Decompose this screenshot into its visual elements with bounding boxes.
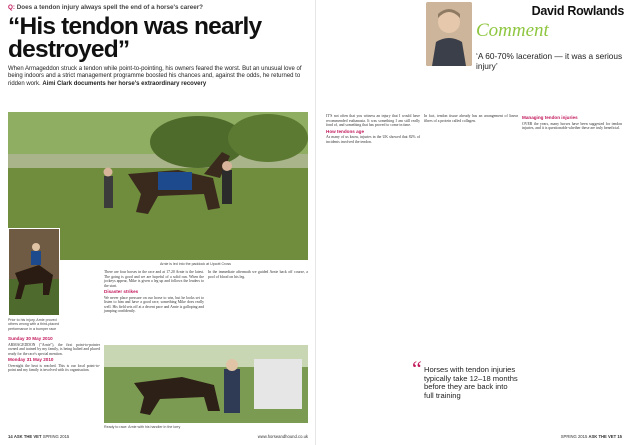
question-prefix: Q: <box>8 4 15 11</box>
byline: Aimi Clark documents her horse's extraordinary recovery <box>42 80 207 87</box>
comment-col1-text: IT'S not often that you witness an injury that I would have recommended euthanasia. It was something I am still really fond of, and something that has proved to come in time. <box>326 114 420 128</box>
website-link[interactable]: www.horseandhound.co.uk <box>257 434 308 439</box>
right-magazine-name: ASK THE VET <box>588 434 617 439</box>
left-page-number: 14 <box>8 434 13 439</box>
left-issue: SPRING 2015 <box>42 434 70 439</box>
article-headline: “His tendon was nearly destroyed” <box>8 13 262 63</box>
right-footer <box>324 434 622 442</box>
standfirst <box>8 66 308 88</box>
article-column-2 <box>104 270 204 314</box>
question-text: Does a tendon injury always spell the end of a horse's career? <box>16 4 204 11</box>
inset-caption: Prior to his injury, Arnie proved others wrong with a third-placed performance in a bumper race <box>8 318 59 331</box>
col2-text: There are four horses in the race and at 17.20 Arnie is the latest. The going is good and we are hopeful of a solid run. When the jockeys appear, Mike is given a leg up and follows the leaders to the start. <box>104 270 204 288</box>
standfirst-text: When Armageddon struck a tendon while point-to-pointing, his owners feared the worst. But an unusual love of being indoors and a strict management programme boosted his chances and, against the odds, he returned to ridden work. <box>8 66 302 87</box>
col1-text-2: Overnight the heat is reached. This is our local point-to-point and my family is involved with its organisation. <box>8 363 100 373</box>
col2-text-2: We never place pressure on our horse to win, but he looks set to listen to him and have a good race, something Mike does really well. His field sets off at a decent pace and Arnie is galloping and jumping confidently. <box>104 295 204 314</box>
lorry-photo <box>104 345 308 423</box>
question-kicker <box>8 4 308 11</box>
comment-col1-text-2: As many of us know, injuries in the UK showed that 82% of incidents involved the tendon. <box>326 135 420 144</box>
lorry-illustration <box>104 345 308 423</box>
author-portrait <box>426 2 472 66</box>
comment-column-2 <box>424 114 518 123</box>
race-inset-photo <box>8 228 60 316</box>
comment-column-1 <box>326 114 420 144</box>
section-label: Comment <box>476 20 549 41</box>
col1-heading-1: Sunday 30 May 2010 <box>8 336 53 341</box>
col1-heading-2: Monday 31 May 2010 <box>8 357 54 363</box>
top-pull-quote: ‘A 60-70% laceration — it was a serious injury’ <box>476 51 623 71</box>
left-magazine-name: ASK THE VET <box>13 434 42 439</box>
race-inset-illustration <box>9 229 60 316</box>
author-name: David Rowlands <box>531 4 624 18</box>
article-column-1 <box>8 335 100 373</box>
comment-col2-text: In fact, tendon tissue already has an arrangement of linear fibres of a protein called collagen. <box>424 114 518 123</box>
comment-col3-heading: Managing tendon injuries <box>522 115 578 120</box>
left-footer <box>8 434 308 442</box>
right-page-number: 15 <box>617 434 622 439</box>
article-column-3 <box>208 270 308 279</box>
author-photo <box>426 2 472 66</box>
right-page <box>316 0 630 445</box>
col1-text-1: ARMAGEDDON ("Arnie"), the first point-to-pointer owned and trained by my family, is being halted and placed ready for the race's special mention. <box>8 342 100 356</box>
comment-column-3 <box>522 114 622 131</box>
col3-text: In the immediate aftermath we guided Arnie back off course, a pool of blood on his leg. <box>208 270 308 279</box>
bottom-pull-quote: Horses with tendon injuries typically take 12–18 months before they are back into full training <box>424 365 518 400</box>
comment-col1-heading: How tendons age <box>326 128 365 134</box>
right-issue: SPRING 2015 <box>560 434 588 439</box>
col2-heading: Disaster strikes <box>104 289 139 295</box>
comment-col3-text: OVER the years, many horses have been suggested for tendon injuries, and it is questionable whether these are truly beneficial. <box>522 121 622 131</box>
quote-mark-icon: “ <box>412 356 422 381</box>
main-photo-caption: Arnie is led into the paddock at Upcott Cross <box>160 262 231 266</box>
lorry-photo-caption: Ready to race: Arnie with his handler in the lorry <box>104 425 181 429</box>
author-header <box>484 4 624 18</box>
